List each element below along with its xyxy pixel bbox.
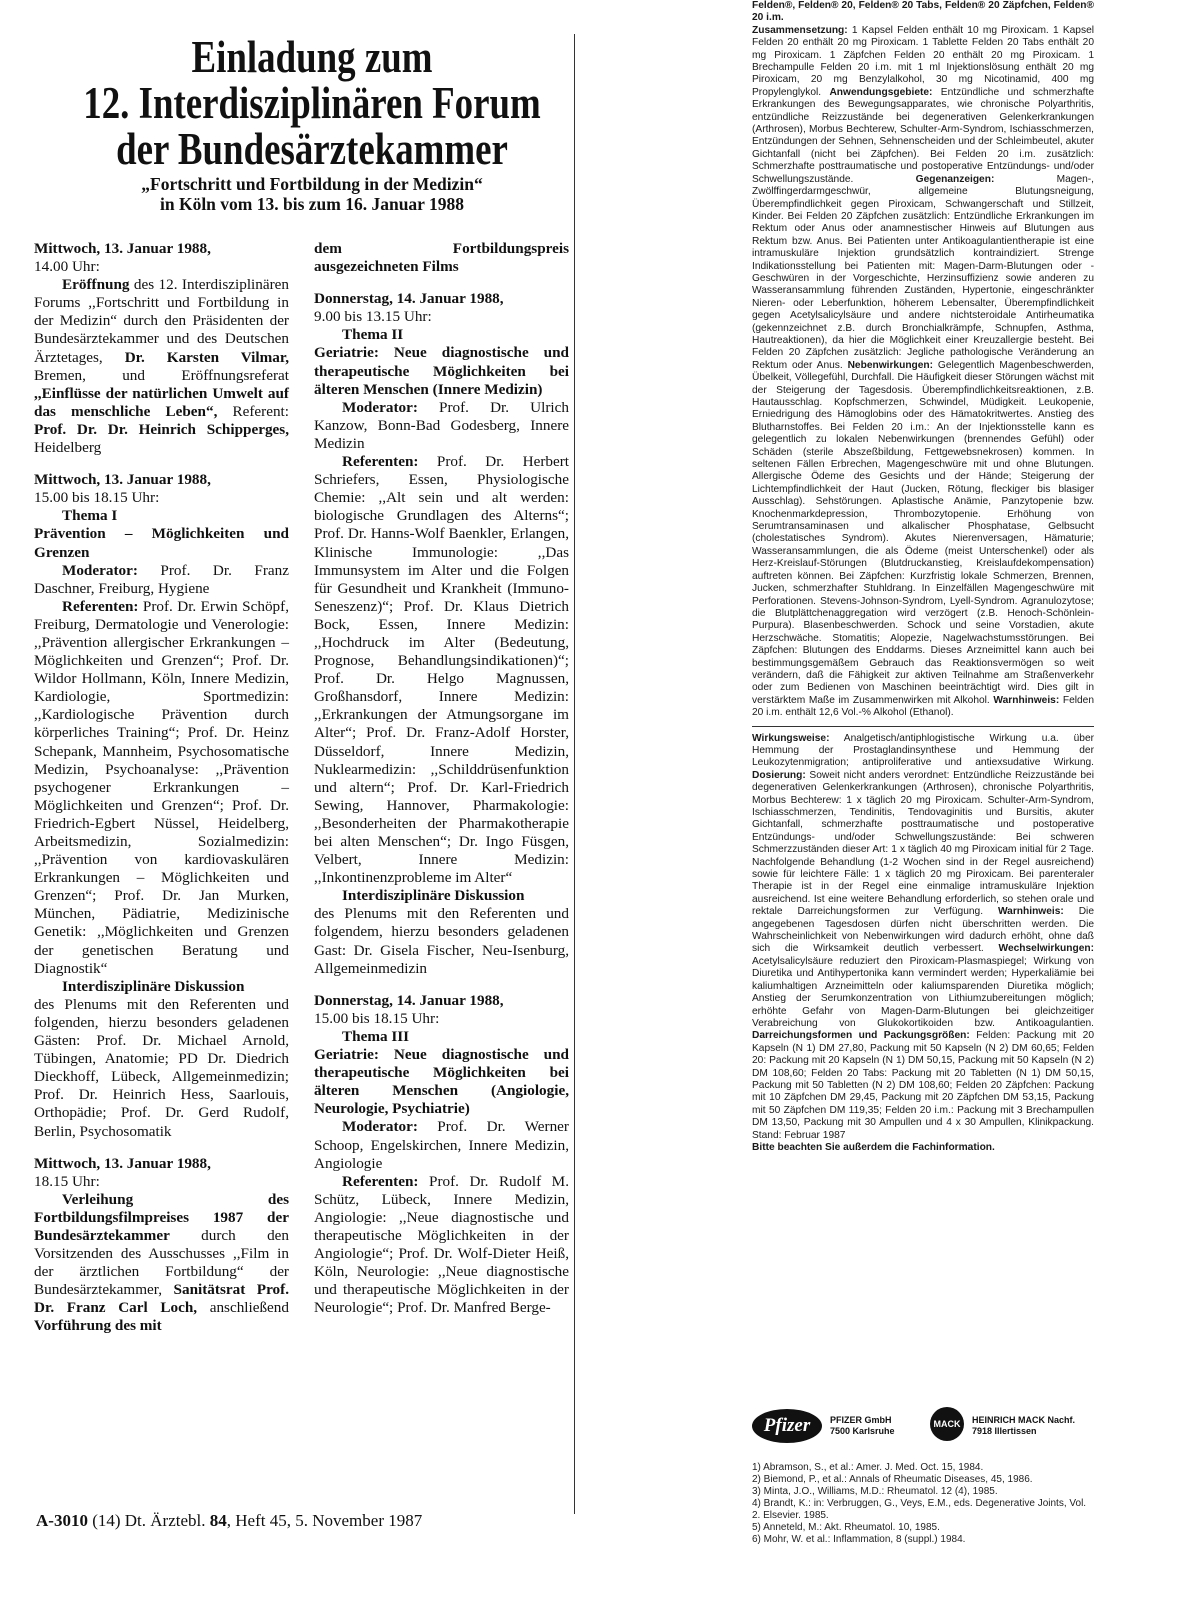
session-discussion: des Plenums mit den Referenten und folgendem, hierzu besonders geladenen Gast: Dr. Gisela Fischer, Neu-Isenburg, Allgemeinmedizin (314, 905, 569, 977)
session-moderator: Moderator: Prof. Dr. Ulrich Kanzow, Bonn-Bad Godesberg, Innere Medizin (314, 398, 569, 452)
session-theme: Thema I (62, 507, 118, 525)
reference-item: 3) Minta, J.O., Williams, M.D.: Rheumatol. 12 (4), 1985. (752, 1486, 998, 1497)
session-discussion: des Plenums mit den Referenten und folgenden, hierzu besonders geladenen Gästen: Prof. Dr. Michael Arnold, Tübingen, Anatomie; PD Dr. Diedrich Dieckhoff, Lübeck, Allgemeinmedizin; Prof. Dr. Heinrich Hess, Saarlouis, Orthopädie; Prof. Dr. Gerd Rudolf, Berlin, Psychosomatik (34, 995, 289, 1140)
journal-volume: 84 (209, 1511, 227, 1530)
session-date: Mittwoch, 13. Januar 1988, (34, 1154, 211, 1172)
title-line: der Bundesärztekammer (116, 124, 508, 174)
mack-logo: MACK (930, 1407, 964, 1441)
session-topic: Geriatrie: Neue diagnostische und therapeutische Möglichkeiten bei älteren Menschen (Angiologie, Neurologie, Psychiatrie) (314, 1046, 569, 1118)
announcement-header (32, 34, 592, 214)
drug-text-part1: Zusammensetzung: 1 Kapsel Felden enthält 10 mg Piroxicam. 1 Kapsel Felden 20 enthält 20 mg Piroxicam. 1 Tablette Felden 20 Tabs enthält 20 mg Piroxicam. 1 Zäpfchen Felden 20 enthält 20 mg Piroxicam. 1 Brechampulle Felden 20 i.m. mit 1 ml Injektionslösung enthält 20 mg Piroxicam, 20 mg Benzylalkohol, 30 mg Nicotinamid, 400 mg Propylenglykol. Anwendungsgebiete: Entzündliche und schmerzhafte Erkrankungen des Bewegungsapparates, wie chronische Polyarthritis, entzündliche Reizzustände bei degenerativen Gelenkerkrankungen (Arthrosen), Morbus Bechterew, Schulter-Arm-Syndrom, Ischiasschmerzen, Entzündungen der Sehnen, Sehnenscheiden und der Schleimbeutel, akuter Gichtanfall (nicht bei Zäpfchen). Bei Felden 20 i.m. zusätzlich: Schmerzhafte posttraumatische und postoperative Entzündungs- und/oder Schwellungszustände. Gegenanzeigen: Magen-, Zwölffingerdarmgeschwür, allgemeine Blutungsneigung, Überempfindlichkeit gegen Piroxicam, Schwangerschaft und Stillzeit, Kinder. Bei Felden 20 Zäpfchen zusätzlich: Entzündliche Erkrankungen im Rektum oder Anus oder anamnestischer Hinweis auf Blutungen aus Rektum bzw. Anus. Bei Patienten unter Antikoagulantientherapie ist eine intramuskuläre Injektion grundsätzlich kontraindiziert. Strenge Indikationsstellung bei Patienten mit: Magen-Darm-Blutungen oder -Geschwüren in der Vorgeschichte, Herzinsuffizienz sowie anderen zu Wasseransammlung führenden Zuständen, Hypertonie, eingeschränkter Nieren- oder Leberfunktion, höherem Lebensalter, Überempfindlichkeit gegen Acetylsalicylsäure und andere nichtsteroidale Antirheumatika (gekennzeichnet z.B. durch Bronchialkrämpfe, Schnupfen, Asthma, Hautreaktionen), da hier die Möglichkeit einer Kreuzallergie besteht. Bei Felden 20 Zäpfchen zusätzlich: Jegliche pathologische Veränderung an Rektum oder Anus. Nebenwirkungen: Gelegentlich Magenbeschwerden, Übelkeit, Völlegefühl, Durchfall. Die Häufigkeit dieser Störungen wächst mit der Steigerung der Tagesdosis. Überempfindlichkeitsreaktionen, z.B. Hautausschlag. Kopfschmerzen, Schwindel, Müdigkeit. Leukopenie, Erniedrigung des Hämoglobins oder des Hämatokritwertes. Anstieg des Blutharnstoffes. Bei Felden 20 i.m.: An der Injektionsstelle kann es gelegentlich zu lokalen Nebenwirkungen (brennendes Gefühl) oder Schäden (sterile Abszeßbildung, Fettgewebsnekrosen) kommen. In seltenen Fällen Erbrechen, Magengeschwüre mit und ohne Blutungen. Allergische Ödeme des Gesichts und der Hände; Steigerung der Lichtempfindlichkeit der Haut (Jucken, Rötung, fleckiger bis blasiger Ausschlag). Sehstörungen. Aplastische Anämie, Panzytopenie bzw. Knochenmarkdepression, Thrombozytopenie. Erhöhung von Serumtransaminasen und alkalischer Phosphatase, Gelbsucht (cholestatisches Syndrom). Akutes Nierenversagen, Hämaturie; Wasseransammlungen, die als Ödeme (meist Unterschenkel) oder als Herz-Kreislauf-Störungen (Blutdruckanstieg, Kreislaufdekompensation) auftreten können. Bei Zäpfchen: Kurzfristig lokale Schmerzen, Brennen, Jucken, schmerzhafter Stuhldrang. In Einzelfällen Magengeschwüre mit Perforationen. Stevens-Johnson-Syndrom, Lyell-Syndrom. Agranulozytose; die Blutplättchenaggregation wird verzögert (z.B. Henoch-Schönlein-Purpura). Blasenbeschwerden. Schock und seine Vorstadien, akute Herzschwäche. Stomatitis; Alopezie, Nagelwachstumsstörungen. Bei Zäpfchen: Blutungen des Enddarms. Dieses Arzneimittel kann auch bei bestimmungsgemäßem Gebrauch das Reaktionsvermögen so weit verändern, daß die Fähigkeit zur aktiven Teilnahme am Straßenverkehr oder zum Bedienen von Maschinen beeinträchtigt wird. Dies gilt in verstärktem Maße im Zusammenwirken mit Alkohol. Warnhinweis: Felden 20 i.m. enthält 12,6 Vol.-% Alkohol (Ethanol). (752, 24, 1095, 719)
session-date: Mittwoch, 13. Januar 1988, (34, 471, 211, 489)
manufacturer-logos (752, 1405, 1102, 1445)
journal-issue: , Heft 45, 5. November 1987 (226, 1511, 423, 1530)
subtitle-line: in Köln vom 13. bis zum 16. Januar 1988 (159, 194, 465, 214)
session-time: 14.00 Uhr: (34, 258, 100, 276)
journal-ref: (14) Dt. Ärztebl. (87, 1511, 210, 1530)
reference-item: 4) Brandt, K.: in: Verbruggen, G., Veys, E.M., eds. Degenerative Joints, Vol. 2. Elsevier. 1985. (752, 1498, 1087, 1521)
session-speakers: Referenten: Prof. Dr. Erwin Schöpf, Freiburg, Dermatologie und Venerologie: ,,Prävention allergischer Erkrankungen – Möglichkeiten und Grenzen“; Prof. Dr. Wildor Hollmann, Köln, Innere Medizin, Kardiologie, Sportmedizin: ,,Kardiologische Prävention durch körperliches Training“; Prof. Dr. Heinz Schepank, Mannheim, Psychosomatische Medizin, Psychoanalyse: ,,Prävention psychogener Erkrankungen – Möglichkeiten und Grenzen“; Prof. Dr. Friedrich-Egbert Nüssel, Heidelberg, Arbeitsmedizin, Sozialmedizin: ,,Prävention von kardiovaskulären Erkrankungen – Möglichkeiten und Grenzen“; Prof. Dr. Jan Murken, München, Pädiatrie, Medizinische Genetik: ,,Möglichkeiten und Grenzen der genetischen Beratung und Diagnostik“ (34, 597, 289, 977)
title-line: Einladung zum (191, 32, 433, 82)
session-continuation: dem Fortbildungspreis ausgezeichneten Films (314, 240, 569, 276)
subtitle (32, 174, 592, 214)
session-date: Donnerstag, 14. Januar 1988, (314, 290, 504, 308)
column-divider (574, 34, 575, 1514)
session-date: Mittwoch, 13. Januar 1988, (34, 240, 211, 257)
fachinfo-note: Bitte beachten Sie außerdem die Fachinformation. (752, 1141, 995, 1153)
session-time: 15.00 bis 18.15 Uhr: (314, 1009, 440, 1027)
session-opening: Eröffnung des 12. Interdisziplinären Forums ,,Fortschritt und Fortbildung in der Medizin“ durch den Präsidenten der Bundesärztekammer und des Deutschen Ärztetages, Dr. Karsten Vilmar, Bremen, und Eröffnungsreferat ,,Einflüsse der natürlichen Umwelt auf das menschliche Leben“, Referent: Prof. Dr. Dr. Heinrich Schipperges, Heidelberg (34, 276, 290, 457)
subtitle-line: „Fortschritt und Fortbildung in der Medizin“ (141, 174, 483, 194)
reference-item: 5) Anneteld, M.: Akt. Rheumatol. 10, 1985. (752, 1522, 940, 1533)
session-moderator: Moderator: Prof. Dr. Werner Schoop, Engelskirchen, Innere Medizin, Angiologie (314, 1118, 569, 1172)
reference-item: 6) Mohr, W. et al.: Inflammation, 8 (suppl.) 1984. (752, 1534, 966, 1545)
session-award: Verleihung des Fortbildungsfilmpreises 1987 der Bundesärztekammer durch den Vorsitzenden des Ausschusses ,,Film in der ärztlichen Fortbildung“ der Bundesärztekammer, Sanitätsrat Prof. Dr. Franz Carl Loch, anschließend Vorführung des mit (34, 1190, 289, 1335)
title-line: 12. Interdisziplinären Forum (83, 78, 541, 128)
session-time: 9.00 bis 13.15 Uhr: (314, 308, 432, 326)
session-date: Donnerstag, 14. Januar 1988, (314, 991, 504, 1009)
reference-item: 2) Biemond, P., et al.: Annals of Rheumatic Diseases, 45, 1986. (752, 1474, 1033, 1485)
drug-information (752, 0, 1094, 1154)
program-column-2 (314, 240, 569, 1317)
mack-address: HEINRICH MACK Nachf. 7918 Illertissen (972, 1415, 1076, 1436)
pfizer-logo: Pfizer (752, 1409, 822, 1443)
reference-item: 1) Abramson, S., et al.: Amer. J. Med. Oct. 15, 1984. (752, 1462, 984, 1473)
session-theme: Thema III (342, 1027, 410, 1045)
section-divider (752, 726, 1094, 727)
references (752, 1462, 1097, 1546)
session-speakers: Referenten: Prof. Dr. Herbert Schriefers, Essen, Physiologische Chemie: ,,Alt sein und alt werden: biologische Grundlagen des Alterns“; Prof. Dr. Hanns-Wolf Baenkler, Erlangen, Klinische Immunologie: ,,Das Immunsystem im Alter und die Folgen für Gesundheit und Krankheit (Immuno-Seneszenz)“; Prof. Dr. Klaus Dietrich Bock, Essen, Innere Medizin: ,,Hochdruck im Alter (Bedeutung, Prognose, Behandlungsindikationen)“; Prof. Dr. Helgo Magnussen, Großhansdorf, Innere Medizin: ,,Erkrankungen der Atmungsorgane im Alter“; Prof. Dr. Franz-Adolf Horster, Düsseldorf, Innere Medizin, Nuklearmedizin: ,,Schilddrüsenfunktion und altern“; Prof. Dr. Karl-Friedrich Sewing, Hannover, Pharmakologie: ,,Besonderheiten der Pharmakotherapie bei alten Menschen“; Dr. Ingo Füsgen, Velbert, Innere Medizin: ,,Inkontinenzprobleme im Alter“ (314, 453, 569, 887)
page-title (82, 34, 541, 172)
session-time: 18.15 Uhr: (34, 1172, 100, 1190)
session-topic: Prävention – Möglichkeiten und Grenzen (34, 525, 289, 561)
session-time: 15.00 bis 18.15 Uhr: (34, 489, 160, 507)
session-moderator: Moderator: Prof. Dr. Franz Daschner, Freiburg, Hygiene (34, 561, 289, 597)
drug-text-part2: Wirkungsweise: Analgetisch/antiphlogistische Wirkung u.a. über Hemmung der Prostaglandinsynthese und Hemmung der Leukozytenmigration; antiproliferative und antiexsudative Wirkung. Dosierung: Soweit nicht anders verordnet: Entzündliche Reizzustände bei degenerativen Gelenkerkrankungen (Arthrosen), chronische Polyarthritis, Morbus Bechterew: 1 x täglich 20 mg Piroxicam. Schulter-Arm-Syndrom, Ischiasschmerzen, Tendinitis, Tendovaginitis und Bursitis, akuter Gichtanfall, schmerzhafte posttraumatische und postoperative Entzündungs- und/oder Schwellungszustände: Bei schweren Schmerzzuständen dieser Art: 1 x täglich 40 mg Piroxicam initial für 2 Tage. Nachfolgende Behandlung (1-2 Wochen sind in der Regel ausreichend) sowie für leichtere Fälle: 1 x täglich 20 mg Piroxicam. Bei parenteraler Therapie ist in der Regel eine einmalige intramuskuläre Injektion ausreichend. Ist eine weitere Behandlung erforderlich, so stehen orale und rektale Darreichungsformen zur Verfügung. Warnhinweis: Die angegebenen Tagesdosen dürfen nicht überschritten werden. Die Wahrscheinlichkeit von Nebenwirkungen wird dadurch erhöht, ohne daß sich die Wirksamkeit deutlich verbessert. Wechselwirkungen: Acetylsalicylsäure reduziert den Piroxicam-Plasmaspiegel; Wirkung von Diuretika und Antihypertonika kann vermindert werden; Hyperkaliämie bei kaliumhaltigen Arzneimitteln oder kaliumsparenden Diuretika möglich; Anstieg der Serumkonzentration von Lithiumzubereitungen möglich; erhöhte Gefahr von Magen-Darm-Blutungen bei gleichzeitiger Verabreichung von Glukokortikoiden bzw. Antikoagulantien. Darreichungsformen und Packungsgrößen: Felden: Packung mit 20 Kapseln (N 1) DM 27,80, Packung mit 50 Kapseln (N 2) DM 60,65; Felden 20: Packung mit 20 Kapseln (N 1) DM 50,15, Packung mit 50 Kapseln (N 2) DM 108,60; Felden 20 Tabs: Packung mit 20 Tabletten (N 1) DM 50,15, Packung mit 50 Tabletten (N 2) DM 108,60; Felden 20 Zäpfchen: Packung mit 10 Zäpfchen DM 29,45, Packung mit 20 Zäpfchen DM 53,15, Packung mit 50 Zäpfchen DM 119,35; Felden 20 i.m.: Packung mit 3 Brechampullen DM 13,50, Packung mit 30 Ampullen und 4 x 30 Ampullen, Klinikpackung. Stand: Februar 1987 (752, 732, 1094, 1141)
session-speakers: Referenten: Prof. Dr. Rudolf M. Schütz, Lübeck, Innere Medizin, Angiologie: ,,Neue diagnostische und therapeutische Möglichkeiten in der Angiologie“; Prof. Dr. Wolf-Dieter Heiß, Köln, Neurologie: ,,Neue diagnostische und therapeutische Möglichkeiten in der Neurologie“; Prof. Dr. Manfred Berge- (314, 1172, 569, 1317)
program-column-1 (34, 240, 289, 1336)
page-footer (36, 1511, 576, 1531)
session-discussion-title: Interdisziplinäre Diskussion (62, 977, 245, 995)
session-theme: Thema II (342, 326, 404, 344)
session-topic: Geriatrie: Neue diagnostische und therapeutische Möglichkeiten bei älteren Menschen (Innere Medizin) (314, 344, 569, 398)
session-discussion-title: Interdisziplinäre Diskussion (342, 887, 525, 905)
page-code: A-3010 (36, 1511, 88, 1530)
pfizer-address: PFIZER GmbH 7500 Karlsruhe (830, 1415, 895, 1436)
product-names: Felden®, Felden® 20, Felden® 20 Tabs, Felden® 20 Zäpfchen, Felden® 20 i.m. (752, 0, 1094, 24)
